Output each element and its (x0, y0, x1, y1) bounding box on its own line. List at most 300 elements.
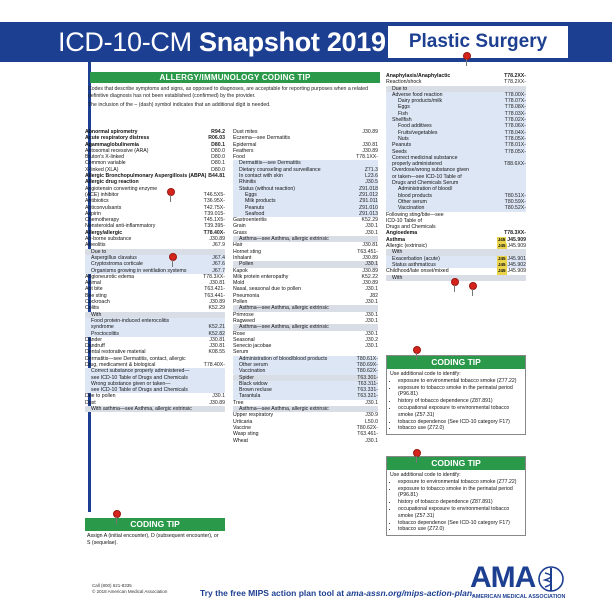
code-value: K52.29 (361, 217, 378, 224)
code-value: J30.89 (362, 129, 378, 135)
code-term: Angioedema (386, 230, 418, 237)
code-value: B44.81 (208, 173, 225, 180)
ama-logo: AMA AMERICAN MEDICAL ASSOCIATION (470, 561, 566, 600)
code-term: Inhalant (233, 254, 252, 261)
code-row (85, 312, 225, 318)
code-term: Anticonvulsants (85, 204, 122, 211)
code-value: J30.1 (365, 261, 378, 268)
code-term: Peanuts (245, 204, 265, 211)
code-term: Rose (233, 330, 246, 337)
code-row (386, 149, 526, 155)
code-value: T63.421- (204, 286, 225, 293)
code-term: Childhood/late onset/mixed (386, 268, 449, 275)
code-term: Fish (398, 110, 408, 117)
code-term: Ragweed (233, 317, 255, 324)
coding-tip-tobacco-1 (386, 355, 526, 435)
footer-promo: Try the free MIPS action plan tool at ama-assn.org/mips-action-plan. (200, 588, 475, 598)
code-term: Asthma—see Asthma, allergic extrinsic (239, 236, 329, 243)
code-value: J82 (369, 292, 378, 299)
code-row (85, 324, 225, 330)
code-value: T80.59X- (504, 198, 526, 205)
code-term: Following sting/bite—see (386, 211, 444, 218)
code-term: Kapok (233, 267, 248, 274)
code-row (233, 198, 378, 204)
footer-copyright: © 2018 American Medical Association (92, 589, 168, 594)
code-value: T45.1X5- (203, 217, 225, 224)
code-value: J30.1 (365, 311, 378, 318)
code-term: Cockroach (85, 299, 110, 306)
coding-tip-item: • exposure to tobacco smoke in the perinatal period (P96.81) (398, 486, 522, 500)
code-term: Reaction/shock (386, 79, 422, 86)
code-term: blood products (398, 192, 433, 199)
code-value: J30.89 (209, 299, 225, 306)
code-term: Fruits/vegetables (398, 129, 438, 136)
code-value: T78.2XX- (504, 79, 526, 86)
code-term: Allergic (extrinsic) (386, 243, 427, 250)
code-value: Z91.018 (358, 185, 378, 192)
code-term: Other serum (398, 198, 427, 205)
code-value: J30.81 (362, 242, 378, 249)
code-value: T63.441- (204, 292, 225, 299)
code-term: Seeds (392, 148, 407, 155)
code-row (386, 186, 526, 192)
code-row (85, 261, 225, 267)
code-value: J45 J45.901 (498, 255, 526, 262)
code-value: J45 J45.909 (497, 236, 526, 243)
code-term: Administration of blood/blood products (239, 355, 328, 362)
coding-tip-encounter (85, 518, 225, 549)
code-value: J30.2 (365, 336, 378, 343)
code-term: Agammaglobulinemia (85, 141, 139, 148)
code-term: Other serum (239, 361, 268, 368)
code-term: Antibiotics (85, 198, 109, 205)
code-value: K52.21 (208, 324, 225, 331)
code-term: Pneumonia (233, 292, 260, 299)
code-row (386, 104, 526, 110)
code-term: Bee sting (85, 292, 107, 299)
pushpin-icon (168, 253, 178, 267)
code-term: X-linked (XLA) (85, 166, 119, 173)
code-term: Shellfish (392, 117, 412, 124)
code-term: Due to pollen (85, 393, 116, 400)
code-row (386, 268, 526, 274)
code-term: Brown recluse (239, 387, 272, 394)
code-value: T78.01X- (504, 142, 526, 149)
code-value: T36.95X- (203, 198, 225, 205)
code-value: J30.1 (365, 229, 378, 236)
code-row (85, 375, 225, 381)
code-term: Dietary counseling and surveillance (239, 166, 321, 173)
coding-tip-intro: Use additional code to identify: (390, 371, 461, 377)
code-value: T78.40X- (203, 229, 225, 236)
coding-tip-item: • tobacco dependence (See ICD-10 category F17) (398, 520, 522, 527)
code-value: T63.321- (357, 393, 378, 400)
code-value: J30.81 (209, 280, 225, 287)
code-term: Hair (233, 242, 243, 249)
code-value: T63.461- (357, 431, 378, 438)
code-term: Status asthmaticus (392, 261, 436, 268)
code-value: J30.1 (365, 437, 378, 444)
code-value: J30.89 (362, 267, 378, 274)
code-value: J30.89 (209, 399, 225, 406)
code-term: Urticaria (233, 418, 253, 425)
code-term: Dermatitis—see Dermatitis, contact, allergic (85, 355, 186, 362)
coding-tip-intro: Use additional code to identify: (390, 472, 461, 478)
code-term: Primrose (233, 311, 254, 318)
code-row (386, 256, 526, 262)
code-term: Angioneurotic edema (85, 273, 135, 280)
footer-contact (92, 583, 167, 595)
code-term: Aspergillus clavatus (91, 254, 137, 261)
code-value: J67.7 (212, 267, 225, 274)
code-term: see ICD-10 Table of Drugs and Chemicals (91, 387, 188, 394)
code-term: Tree (233, 399, 244, 406)
code-term: Spider (239, 374, 254, 381)
code-term: Correct substance properly administered— (91, 368, 190, 375)
code-value: Z91.012 (358, 191, 378, 198)
coding-tip-item: • exposure to environmental tobacco smoke (Z77.22) (398, 479, 522, 486)
code-value: T46.5X5- (203, 191, 225, 198)
code-term: syndrome (91, 324, 114, 331)
code-value: D80.1 (211, 141, 225, 148)
code-term: Mold (233, 280, 245, 287)
code-term: With (392, 274, 403, 281)
code-term: Hornet sting (233, 248, 261, 255)
code-value: T78.2XX- (504, 73, 526, 79)
code-term: Food (233, 154, 245, 161)
code-badge: J45 (497, 236, 506, 242)
coding-tip-tobacco-2 (386, 456, 526, 536)
code-value: T39.015- (204, 210, 225, 217)
code-term: Nasal, seasonal due to pollen (233, 286, 302, 293)
code-value: J67.4 (212, 254, 225, 261)
code-term: Food protein-induced enterocolitis (91, 317, 170, 324)
code-value: J30.1 (365, 299, 378, 306)
code-term: Upper respiratory (233, 412, 274, 419)
code-term: Drugs and Chemicals Serum (392, 180, 459, 187)
code-term: Organisms growing in ventilation systems (91, 267, 187, 274)
code-row (386, 142, 526, 148)
code-term: Dandruff (85, 343, 105, 350)
code-value: J67.6 (212, 261, 225, 268)
code-row (233, 205, 378, 211)
code-row (386, 249, 526, 255)
coding-tip-list (390, 479, 522, 533)
code-row (233, 438, 378, 444)
code-value: T78.03X- (504, 110, 526, 117)
code-value: T78.08X- (504, 104, 526, 111)
coding-tip-title: CODING TIP (85, 518, 225, 531)
code-row (386, 193, 526, 199)
footer-phone: Call (800) 621-8335 (92, 583, 132, 588)
code-value: D80.1 (211, 160, 225, 167)
code-term: Dermatitis—see Dermatitis (239, 160, 301, 167)
code-term: Wrong substance given or taken— (91, 380, 171, 387)
code-term: Grass (233, 229, 247, 236)
code-value: Z71.3 (364, 166, 378, 173)
code-term: Senecio jacobae (233, 343, 272, 350)
code-row (233, 368, 378, 374)
pushpin-icon (412, 449, 422, 463)
code-term: Tarantula (239, 393, 261, 400)
code-value: T63.301- (357, 374, 378, 381)
code-column-2 (233, 129, 378, 444)
pushpin-icon (468, 282, 478, 296)
code-value: T78.02X- (504, 117, 526, 124)
coding-tip-title: CODING TIP (387, 457, 525, 470)
code-value: J45 J45.909 (498, 243, 526, 250)
code-row (386, 123, 526, 129)
code-value: J30.81 (362, 141, 378, 148)
code-term: Asthma—see Asthma, allergic extrinsic (239, 406, 329, 413)
code-column-3 (386, 73, 526, 281)
allergy-tip-body (88, 86, 380, 112)
code-value: J30.9 (365, 412, 378, 419)
code-value: K08.55 (208, 349, 225, 356)
mips-link[interactable]: ama-assn.org/mips-action-plan. (346, 588, 475, 598)
code-value: T78.05X- (504, 148, 526, 155)
code-value: T42.75X- (203, 204, 225, 211)
coding-tip-item: • exposure to environmental tobacco smoke (Z77.22) (398, 378, 522, 385)
code-term: Gastroenteritis (233, 217, 267, 224)
code-term: Due to (392, 85, 408, 92)
code-row (386, 167, 526, 173)
code-value: T39.395- (204, 223, 225, 230)
code-value: T63.311- (357, 380, 378, 387)
code-row (386, 79, 526, 85)
code-term: Vaccine (233, 424, 252, 431)
code-value: D80.0 (211, 166, 225, 173)
code-value: J30.1 (365, 317, 378, 324)
coding-tip-item: • occupational exposure to environmental tobacco smoke (Z57.31) (398, 506, 522, 520)
code-term: Cryptostroma corticale (91, 261, 143, 268)
code-value: D80.0 (211, 154, 225, 161)
coding-tip-item: • tobacco use (Z72.0) (398, 526, 522, 533)
code-value: K52.22 (361, 273, 378, 280)
code-row (386, 86, 526, 92)
coding-tip-body: Assign A (initial encounter), D (subsequent encounter), or S (sequelae). (87, 533, 219, 546)
code-value: J30.89 (362, 280, 378, 287)
code-term: Grain (233, 223, 246, 230)
pushpin-icon (112, 510, 122, 524)
code-term: Proctocolitis (91, 330, 119, 337)
header-banner (0, 22, 612, 62)
code-value: J30.81 (209, 336, 225, 343)
coding-tip-item: • history of tobacco dependence (Z87.891) (398, 398, 522, 405)
code-term: Acute respiratory distress (85, 135, 150, 142)
pushpin-icon (412, 346, 422, 360)
pushpin-icon (166, 188, 176, 202)
code-term: In contact with skin (239, 173, 283, 180)
code-value: K52.82 (208, 330, 225, 337)
code-term: Wheat (233, 437, 248, 444)
code-row (233, 375, 378, 381)
code-value: T78.07X- (504, 98, 526, 105)
code-term: Eczema—see Dermatitis (233, 135, 291, 142)
code-term: Asthma—see Asthma, allergic extrinsic (239, 305, 329, 312)
code-value: T80.62X- (356, 424, 378, 431)
code-value: T80.51X- (504, 192, 526, 199)
code-value: J45 J45.909 (498, 268, 526, 275)
coding-tip-item: • tobacco use (Z72.0) (398, 425, 522, 432)
code-term: Colitis (85, 305, 100, 312)
code-term: Due to (91, 248, 107, 255)
code-term: Status (without reaction) (239, 185, 295, 192)
code-value: T78.06X- (504, 123, 526, 130)
code-value: J30.89 (209, 236, 225, 243)
code-value: Z91.010 (358, 204, 378, 211)
code-term: Dairy products/milk (398, 98, 443, 105)
code-value: J67.9 (212, 242, 225, 249)
code-term: Vaccination (239, 368, 266, 375)
code-row (85, 305, 225, 311)
caduceus-icon (536, 565, 566, 593)
code-value: T80.62X- (356, 368, 378, 375)
code-term: Administration of blood/ (398, 186, 453, 193)
code-term: Milk protein enteropathy (233, 273, 289, 280)
code-term: Epidermal (233, 141, 257, 148)
code-badge: J45 (498, 268, 506, 274)
code-term: Milk products (245, 198, 276, 205)
code-value: T80.61X- (356, 355, 378, 362)
coding-tip-title: CODING TIP (387, 356, 525, 369)
code-term: Nuts (398, 135, 409, 142)
code-value: T78.05X- (504, 135, 526, 142)
code-value: J30.1 (365, 286, 378, 293)
code-value: T78.3XX- (504, 230, 526, 237)
code-term: With (392, 249, 403, 256)
coding-tip-list (390, 378, 522, 432)
code-badge: J45 (498, 243, 506, 249)
code-badge: J45 (498, 255, 506, 261)
code-value: T63.451- (357, 248, 378, 255)
code-row (233, 349, 378, 355)
code-column-1 (85, 129, 225, 412)
code-term: see ICD-10 Table of Drugs and Chemicals (91, 374, 188, 381)
code-term: properly administered (392, 161, 442, 168)
code-term: Pollen (233, 299, 248, 306)
code-value: T78.3XX- (203, 273, 225, 280)
code-term: Drugs and Chemicals (386, 224, 436, 231)
code-term: Allergy/allergic (85, 229, 123, 236)
code-value: T63.331- (357, 387, 378, 394)
code-term: Nonsteroidal anti-inflammatory (85, 223, 156, 230)
code-term: Eggs (245, 191, 257, 198)
code-term: Aspirin (85, 210, 101, 217)
pushpin-icon (462, 52, 472, 66)
code-row (233, 179, 378, 185)
code-term: ICD-10 Table of (386, 217, 422, 224)
code-term: Abnormal spirometry (85, 129, 138, 135)
allergy-tip-title: ALLERGY/IMMUNOLOGY CODING TIP (90, 72, 380, 83)
code-term: Alveolitis (85, 242, 106, 249)
code-value: T80.52X- (504, 205, 526, 212)
code-term: Bruton's X-linked (85, 154, 125, 161)
code-term: Feathers (233, 147, 254, 154)
code-term: Vaccination (398, 205, 425, 212)
code-row (85, 242, 225, 248)
code-value: D80.0 (211, 147, 225, 154)
code-term: Asthma—see Asthma, allergic extrinsic (239, 324, 329, 331)
code-value: R94.2 (211, 129, 225, 135)
code-value: Z91.011 (359, 198, 378, 205)
code-value: J30.1 (365, 343, 378, 350)
code-term: Autosomal recessive (ARA) (85, 147, 149, 154)
code-term: Dental restorative material (85, 349, 146, 356)
code-term: Anaphylaxis/Anaphylactic (386, 73, 451, 79)
code-term: Animal (85, 280, 101, 287)
code-term: Rhinitis (239, 179, 257, 186)
specialty-label: Plastic Surgery (388, 26, 568, 58)
code-value: T78.40X- (203, 361, 225, 368)
code-term: Drug, medicament & biological (85, 361, 156, 368)
coding-tip-item: • exposure to tobacco smoke in the perinatal period (P96.81) (398, 385, 522, 399)
code-value: J45 J45.902 (498, 261, 526, 268)
allergy-tip-p1: Codes that describe symptoms and signs, as opposed to diagnoses, are acceptable for reporting purposes when a related definitive diagnosis has not been established (confirmed) by the provider. (88, 86, 369, 99)
code-value: J30.89 (362, 254, 378, 261)
code-value: J30.1 (365, 223, 378, 230)
code-value: J30.5 (365, 179, 378, 186)
code-term: Asthma (386, 236, 406, 243)
code-term: Chemotherapy (85, 217, 120, 224)
code-row (85, 406, 225, 412)
code-term: Allergic Bronchopulmonary Aspergillosis (ABPA) (85, 173, 207, 180)
code-term: Ant bite (85, 286, 103, 293)
code-term: Air-borne substance (85, 236, 132, 243)
code-term: Dust (85, 399, 96, 406)
code-value: K52.29 (208, 305, 225, 312)
coding-tip-item: • tobacco dependence (See ICD-10 category F17) (398, 419, 522, 426)
allergy-tip-p2: The inclusion of the – (dash) symbol indicates that an additional digit is needed. (88, 102, 271, 109)
code-term: Seafood (245, 210, 265, 217)
code-term: Peanuts (392, 142, 412, 149)
code-value: J30.1 (212, 393, 225, 400)
code-badge: J45 (498, 261, 506, 267)
code-term: Common variable (85, 160, 126, 167)
code-value: J30.1 (365, 330, 378, 337)
code-value: L23.6 (365, 173, 378, 180)
code-row (85, 368, 225, 374)
code-term: Dander (85, 336, 103, 343)
code-term: Adverse food reaction (392, 91, 443, 98)
code-term: Angiotensin converting enzyme (85, 185, 158, 192)
code-value: T78.1XX- (356, 154, 378, 161)
document-title: ICD-10-CM Snapshot 2019 (58, 27, 386, 57)
code-value: T78.04X- (504, 129, 526, 136)
code-value: T88.6XX- (504, 161, 526, 168)
coding-tip-item: • history of tobacco dependence (Z87.891) (398, 499, 522, 506)
code-term: Food additives (398, 123, 432, 130)
code-term: Correct medicinal substance (392, 154, 458, 161)
code-term: Black widow (239, 380, 268, 387)
coding-tip-item: • occupational exposure to environmental tobacco smoke (Z57.31) (398, 405, 522, 419)
code-term: Seasonal (233, 336, 255, 343)
code-term: Dust mites (233, 129, 258, 135)
code-term: Allergic drug reaction (85, 179, 139, 186)
code-row (85, 249, 225, 255)
code-value: L50.0 (365, 418, 378, 425)
code-row (233, 160, 378, 166)
code-term: Wasp sting (233, 431, 259, 438)
code-term: (ACE) inhibitor (85, 191, 119, 198)
code-term: or taken—see ICD-10 Table of (392, 173, 462, 180)
code-term: Overdose/wrong substance given (392, 167, 469, 174)
code-term: With (91, 311, 102, 318)
code-value: Z91.013 (358, 210, 378, 217)
code-term: With asthma—see Asthma, allergic extrinsic (91, 406, 192, 413)
code-value: R06.03 (208, 135, 225, 142)
code-term: Serum (233, 349, 249, 356)
